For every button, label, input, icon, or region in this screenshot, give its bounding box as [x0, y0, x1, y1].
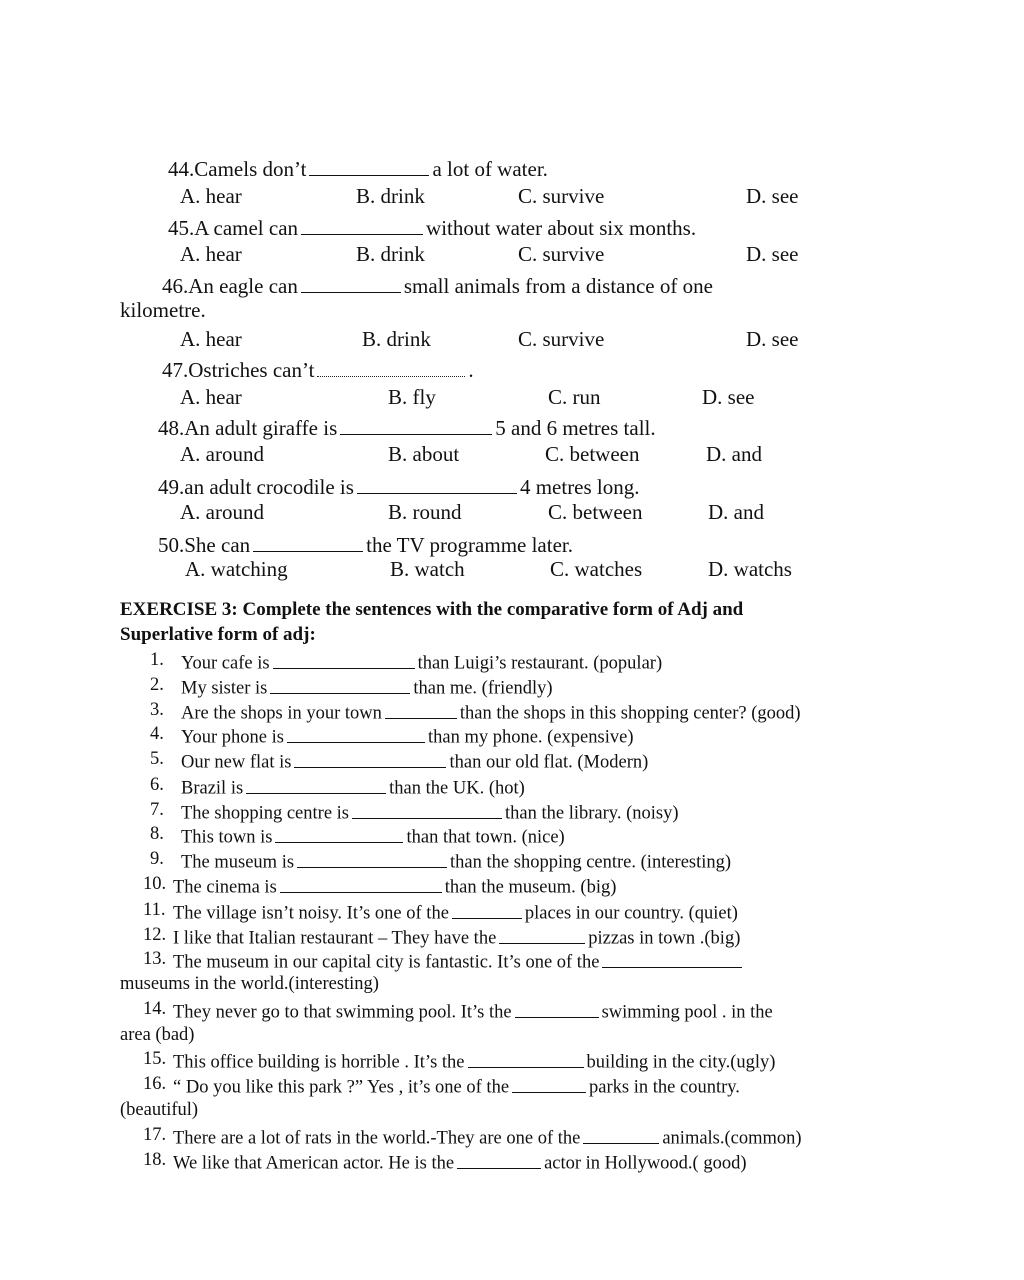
- answer-blank[interactable]: [280, 875, 442, 893]
- exercise-item: [181, 801, 678, 823]
- question-text-before: A camel can: [194, 215, 299, 240]
- exercise-text-after: than the shops in this shopping center? (good): [459, 703, 801, 724]
- answer-option[interactable]: B. about: [388, 442, 460, 466]
- exercise-text-before: This town is: [181, 827, 273, 848]
- exercise-text-after: than Luigi’s restaurant. (popular): [417, 653, 663, 674]
- answer-option[interactable]: D. see: [746, 184, 799, 208]
- question-number: 45.: [168, 215, 195, 240]
- answer-option[interactable]: A. hear: [180, 184, 242, 208]
- exercise-item-number: 14.: [143, 999, 167, 1019]
- exercise-item-number: 9.: [150, 849, 164, 869]
- question-number: 47.: [162, 357, 189, 382]
- answer-blank[interactable]: [270, 676, 410, 694]
- answer-blank[interactable]: [352, 801, 502, 819]
- question-text-after: small animals from a distance of one: [403, 273, 713, 298]
- answer-option[interactable]: B. watch: [390, 557, 465, 581]
- answer-blank[interactable]: [468, 1050, 584, 1068]
- answer-blank[interactable]: [301, 273, 401, 293]
- question-line: [168, 215, 696, 239]
- answer-option[interactable]: B. round: [388, 500, 462, 524]
- answer-option[interactable]: D. see: [746, 327, 799, 351]
- answer-option[interactable]: A. around: [180, 442, 264, 466]
- answer-option[interactable]: D. and: [706, 442, 762, 466]
- answer-option[interactable]: A. hear: [180, 327, 242, 351]
- exercise-item: [173, 1000, 773, 1022]
- question-text-before: Ostriches can’t: [188, 357, 315, 382]
- exercise-text-after: actor in Hollywood.( good): [544, 1153, 747, 1174]
- exercise-item-number: 12.: [143, 925, 167, 945]
- answer-blank[interactable]: [287, 725, 425, 743]
- exercise-text-after: than my phone. (expensive): [427, 727, 634, 748]
- exercise-text-before: We like that American actor. He is the: [173, 1153, 455, 1174]
- answer-blank[interactable]: [457, 1151, 541, 1169]
- exercise-text-before: Are the shops in your town: [181, 703, 382, 724]
- answer-option[interactable]: C. watches: [550, 557, 643, 581]
- exercise-item: [173, 1151, 747, 1173]
- exercise-item-number: 6.: [150, 775, 164, 795]
- exercise-item-number: 18.: [143, 1150, 167, 1170]
- answer-option[interactable]: D. see: [702, 385, 755, 409]
- exercise-text-before: I like that Italian restaurant – They have the: [173, 928, 497, 949]
- answer-blank[interactable]: [294, 750, 446, 768]
- exercise-text-before: They never go to that swimming pool. It’s the: [173, 1002, 512, 1023]
- exercise-item: [173, 1050, 775, 1072]
- exercise-item-number: 5.: [150, 749, 164, 769]
- answer-blank[interactable]: [301, 215, 423, 235]
- exercise-text-after: swimming pool . in the: [601, 1002, 773, 1023]
- question-continuation: [120, 300, 206, 321]
- answer-blank[interactable]: [357, 474, 517, 494]
- exercise-item: [173, 926, 740, 948]
- answer-blank[interactable]: [340, 415, 492, 435]
- answer-option[interactable]: A. hear: [180, 385, 242, 409]
- answer-option[interactable]: C. run: [548, 385, 601, 409]
- exercise-text-after: than the museum. (big): [444, 877, 617, 898]
- exercise-text-before: The cinema is: [173, 877, 277, 898]
- exercise-text-before: There are a lot of rats in the world.-They are one of the: [173, 1128, 581, 1149]
- question-continuation-text: kilometre.: [120, 298, 206, 322]
- exercise-item: [173, 950, 745, 972]
- exercise-item-number: 8.: [150, 824, 164, 844]
- exercise-item-continuation: [120, 975, 379, 994]
- answer-blank[interactable]: [309, 156, 429, 176]
- exercise-text-before: Brazil is: [181, 778, 244, 799]
- exercise-heading-line-1: EXERCISE 3: Complete the sentences with the comparative form of Adj and: [120, 599, 744, 620]
- question-line: [162, 273, 713, 297]
- question-number: 49.: [158, 474, 185, 499]
- exercise-heading: [120, 600, 743, 619]
- answer-option[interactable]: D. and: [708, 500, 764, 524]
- question-text-before: She can: [184, 532, 251, 557]
- answer-option[interactable]: C. between: [548, 500, 643, 524]
- answer-blank[interactable]: [385, 701, 457, 719]
- exercise-text-after: than the UK. (hot): [389, 778, 525, 799]
- exercise-item: [173, 901, 738, 923]
- exercise-item-number: 16.: [143, 1074, 167, 1094]
- question-line: [162, 357, 474, 381]
- exercise-continuation-text: area (bad): [120, 1025, 195, 1045]
- exercise-item: [173, 875, 616, 897]
- exercise-item: [181, 676, 553, 698]
- exercise-text-after: animals.(common): [662, 1128, 802, 1149]
- exercise-heading-continuation: [120, 625, 316, 644]
- exercise-item-number: 11.: [143, 900, 166, 920]
- question-text-after: the TV programme later.: [366, 532, 573, 557]
- exercise-item-number: 13.: [143, 949, 167, 969]
- exercise-text-after: than the shopping centre. (interesting): [450, 852, 732, 873]
- exercise-item-number: 15.: [143, 1049, 167, 1069]
- exercise-item: [181, 776, 525, 798]
- exercise-text-after: parks in the country.: [589, 1077, 740, 1098]
- question-text-before: An eagle can: [188, 273, 298, 298]
- exercise-text-after: than me. (friendly): [413, 678, 553, 699]
- answer-blank[interactable]: [275, 825, 403, 843]
- answer-option[interactable]: D. see: [746, 242, 799, 266]
- question-line: [158, 474, 640, 498]
- exercise-text-before: “ Do you like this park ?” Yes , it’s one of the: [173, 1077, 510, 1098]
- exercise-item: [181, 725, 633, 747]
- answer-option[interactable]: B. fly: [388, 385, 436, 409]
- question-text-after: 4 metres long.: [519, 474, 640, 499]
- answer-option[interactable]: B. drink: [356, 184, 425, 208]
- exercise-text-before: This office building is horrible . It’s the: [173, 1052, 465, 1073]
- exercise-item-number: 2.: [150, 675, 164, 695]
- answer-blank[interactable]: [246, 776, 386, 794]
- answer-option[interactable]: A. watching: [185, 557, 288, 581]
- answer-option[interactable]: C. survive: [518, 242, 605, 266]
- exercise-item: [181, 701, 801, 723]
- question-line: [158, 532, 573, 556]
- exercise-item: [181, 750, 648, 772]
- exercise-text-before: Your phone is: [181, 727, 284, 748]
- exercise-text-before: The museum is: [181, 852, 295, 873]
- exercise-text-after: than that town. (nice): [406, 827, 565, 848]
- question-text-before: an adult crocodile is: [184, 474, 354, 499]
- exercise-item: [181, 825, 565, 847]
- answer-option[interactable]: B. drink: [362, 327, 431, 351]
- exercise-text-after: places in our country. (quiet): [524, 903, 738, 924]
- answer-option[interactable]: C. survive: [518, 327, 605, 351]
- question-number: 48.: [158, 415, 185, 440]
- exercise-item-number: 10.: [143, 874, 167, 894]
- exercise-heading-line-2: Superlative form of adj:: [120, 624, 316, 645]
- exercise-item: [181, 850, 731, 872]
- exercise-continuation-text: museums in the world.(interesting): [120, 974, 379, 994]
- exercise-item-number: 17.: [143, 1125, 167, 1145]
- answer-option[interactable]: C. between: [545, 442, 640, 466]
- question-number: 44.: [168, 156, 195, 181]
- answer-option[interactable]: A. around: [180, 500, 264, 524]
- answer-blank[interactable]: [273, 651, 415, 669]
- exercise-item: [173, 1126, 802, 1148]
- answer-option[interactable]: A. hear: [180, 242, 242, 266]
- answer-option[interactable]: D. watchs: [708, 557, 792, 581]
- exercise-text-before: The village isn’t noisy. It’s one of the: [173, 903, 449, 924]
- exercise-text-before: The museum in our capital city is fantastic. It’s one of the: [173, 952, 600, 973]
- answer-blank[interactable]: [297, 850, 447, 868]
- answer-option[interactable]: C. survive: [518, 184, 605, 208]
- answer-blank[interactable]: [317, 357, 465, 377]
- exercise-item-number: 7.: [150, 800, 164, 820]
- exercise-text-before: Your cafe is: [181, 653, 270, 674]
- answer-blank[interactable]: [452, 901, 522, 919]
- question-text-before: An adult giraffe is: [184, 415, 338, 440]
- answer-blank[interactable]: [499, 926, 585, 944]
- question-line: [158, 415, 656, 439]
- exercise-item: [181, 651, 662, 673]
- question-number: 46.: [162, 273, 189, 298]
- exercise-item-number: 1.: [150, 650, 164, 670]
- question-line: [168, 156, 548, 180]
- exercise-text-after: pizzas in town .(big): [588, 928, 741, 949]
- question-text-before: Camels don’t: [194, 156, 307, 181]
- exercise-text-after: than the library. (noisy): [505, 803, 679, 824]
- exercise-item-number: 3.: [150, 700, 164, 720]
- exercise-item-continuation: [120, 1101, 198, 1120]
- exercise-text-before: My sister is: [181, 678, 268, 699]
- answer-blank[interactable]: [515, 1000, 599, 1018]
- question-text-after: 5 and 6 metres tall.: [495, 415, 656, 440]
- question-text-after: .: [468, 357, 474, 382]
- question-text-after: a lot of water.: [432, 156, 548, 181]
- exercise-item: [173, 1075, 740, 1097]
- exercise-text-after: than our old flat. (Modern): [449, 752, 649, 773]
- answer-blank[interactable]: [512, 1075, 586, 1093]
- exercise-text-before: The shopping centre is: [181, 803, 349, 824]
- exercise-item-number: 4.: [150, 724, 164, 744]
- answer-blank[interactable]: [253, 532, 363, 552]
- answer-blank[interactable]: [583, 1126, 659, 1144]
- exercise-continuation-text: (beautiful): [120, 1100, 199, 1120]
- exercise-text-after: building in the city.(ugly): [586, 1052, 776, 1073]
- question-text-after: without water about six months.: [426, 215, 697, 240]
- answer-blank[interactable]: [602, 950, 742, 968]
- exercise-text-before: Our new flat is: [181, 752, 292, 773]
- answer-option[interactable]: B. drink: [356, 242, 425, 266]
- exercise-item-continuation: [120, 1026, 194, 1045]
- question-number: 50.: [158, 532, 185, 557]
